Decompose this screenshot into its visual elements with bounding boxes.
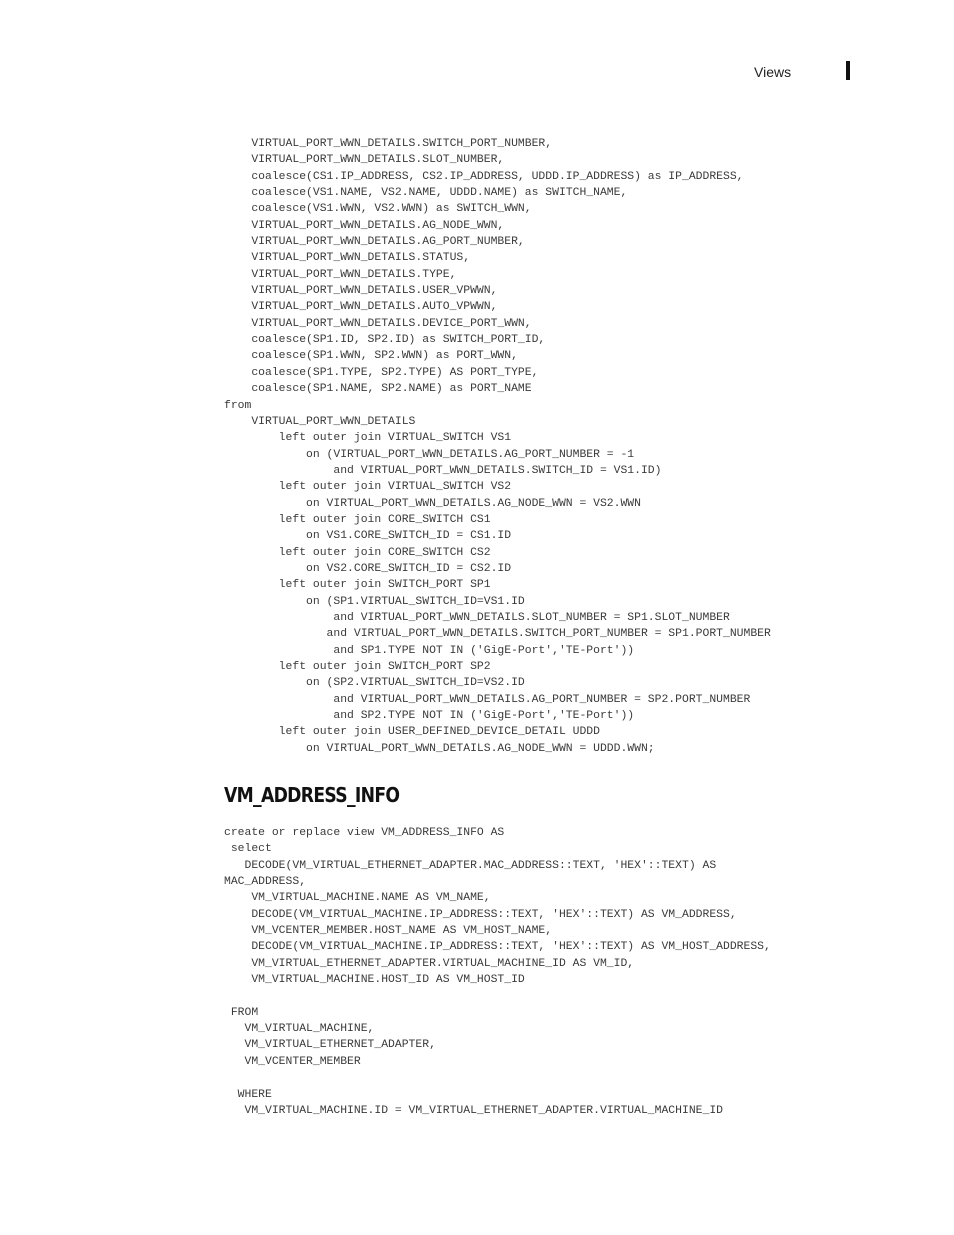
code-block-vm-address-info: create or replace view VM_ADDRESS_INFO AS select DECODE(VM_VIRTUAL_ETHERNET_ADAPTER.MAC_ADDRESS::TEXT, 'HEX'::TEXT) AS MAC_ADDRESS, VM_VIRTUAL_MACHINE.NAME AS VM_NAME, DECODE(VM_VIRTUAL_MACHINE.IP_ADDRESS::TEXT, 'HEX'::TEXT) AS VM_ADDRESS, VM_VCENTER_MEMBER.HOST_NAME AS VM_HOST_NAME, DECODE(VM_VIRTUAL_MACHINE.IP_ADDRESS::TEXT, 'HEX'::TEXT) AS VM_HOST_ADDRESS, VM_VIRTUAL_ETHERNET_ADAPTER.VIRTUAL_MACHINE_ID AS VM_ID, VM_VIRTUAL_MACHINE.HOST_ID AS VM_HOST_ID FROM VM_VIRTUAL_MACHINE, VM_VIRTUAL_ETHERNET_ADAPTER, VM_VCENTER_MEMBER WHERE VM_VIRTUAL_MACHINE.ID = VM_VIRTUAL_ETHERNET_ADAPTER.VIRTUAL_MACHINE_ID [224,827,771,1117]
header-section-label: Views [754,64,792,80]
code-block-virtual-port-view-continued: VIRTUAL_PORT_WWN_DETAILS.SWITCH_PORT_NUMBER, VIRTUAL_PORT_WWN_DETAILS.SLOT_NUMBER, coalesce(CS1.IP_ADDRESS, CS2.IP_ADDRESS, UDDD.IP_ADDRESS) as IP_ADDRESS, coalesce(VS1.NAME, VS2.NAME, UDDD.NAME) as SWITCH_NAME, coalesce(VS1.WWN, VS2.WWN) as SWITCH_WWN, VIRTUAL_PORT_WWN_DETAILS.AG_NODE_WWN, VIRTUAL_PORT_WWN_DETAILS.AG_PORT_NUMBER, VIRTUAL_PORT_WWN_DETAILS.STATUS, VIRTUAL_PORT_WWN_DETAILS.TYPE, VIRTUAL_PORT_WWN_DETAILS.USER_VPWWN, VIRTUAL_PORT_WWN_DETAILS.AUTO_VPWWN, VIRTUAL_PORT_WWN_DETAILS.DEVICE_PORT_WWN, coalesce(SP1.ID, SP2.ID) as SWITCH_PORT_ID, coalesce(SP1.WWN, SP2.WWN) as PORT_WWN, coalesce(SP1.TYPE, SP2.TYPE) AS PORT_TYPE, coalesce(SP1.NAME, SP2.NAME) as PORT_NAME from VIRTUAL_PORT_WWN_DETAILS left outer join VIRTUAL_SWITCH VS1 on (VIRTUAL_PORT_WWN_DETAILS.AG_PORT_NUMBER = -1 and VIRTUAL_PORT_WWN_DETAILS.SWITCH_ID = VS1.ID) left outer join VIRTUAL_SWITCH VS2 on VIRTUAL_PORT_WWN_DETAILS.AG_NODE_WWN = VS2.WWN left outer join CORE_SWITCH CS1 on VS1.CORE_SWITCH_ID = CS1.ID left outer join CORE_SWITCH CS2 on VS2.CORE_SWITCH_ID = CS2.ID left outer join SWITCH_PORT SP1 on (SP1.VIRTUAL_SWITCH_ID=VS1.ID and VIRTUAL_PORT_WWN_DETAILS.SLOT_NUMBER = SP1.SLOT_NUMBER and VIRTUAL_PORT_WWN_DETAILS.SWITCH_PORT_NUMBER = SP1.PORT_NUMBER and SP1.TYPE NOT IN ('GigE-Port','TE-Port')) left outer join SWITCH_PORT SP2 on (SP2.VIRTUAL_SWITCH_ID=VS2.ID and VIRTUAL_PORT_WWN_DETAILS.AG_PORT_NUMBER = SP2.PORT_NUMBER and SP2.TYPE NOT IN ('GigE-Port','TE-Port')) left outer join USER_DEFINED_DEVICE_DETAIL UDDD on VIRTUAL_PORT_WWN_DETAILS.AG_NODE_WWN = UDDD.WWN; [224,138,771,755]
header-marker-bar [846,61,850,80]
section-heading: VM_ADDRESS_INFO [224,783,400,807]
